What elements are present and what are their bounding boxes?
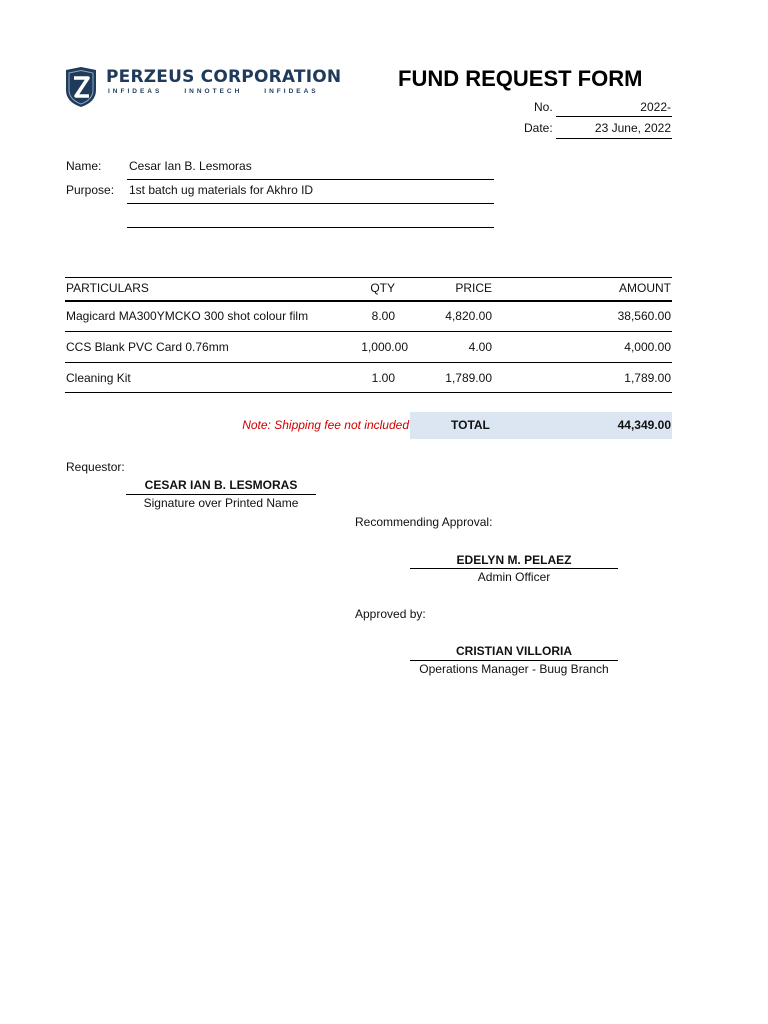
purpose-value: 1st batch ug materials for Akhro ID [129,183,314,197]
number-value: 2022- [640,100,671,114]
row-particulars: CCS Blank PVC Card 0.76mm [66,340,229,354]
requestor-label: Requestor: [66,460,125,474]
recommending-title: Admin Officer [477,570,551,584]
company-logo-icon [64,66,98,108]
purpose-label: Purpose: [66,183,115,197]
approved-name: CRISTIAN VILLORIA [456,644,572,658]
date-value: 23 June, 2022 [594,121,671,135]
recommending-name: EDELYN M. PELAEZ [456,553,572,567]
purpose-underline-2 [127,227,494,228]
row-qty: 1,000.00 [361,340,408,354]
row-border [65,331,672,332]
requestor-signature-line [126,494,316,495]
approved-label: Approved by: [355,607,426,621]
row-amount: 4,000.00 [624,340,671,354]
date-label: Date: [524,121,553,135]
form-title: FUND REQUEST FORM [398,66,643,91]
tagline-item: INFIDEAS [108,88,163,95]
date-underline [556,138,672,139]
header-price: PRICE [455,281,492,295]
requestor-caption: Signature over Printed Name [143,496,299,510]
purpose-underline [127,203,494,204]
name-label: Name: [66,159,102,173]
shipping-note: Note: Shipping fee not included [242,418,409,432]
row-amount: 1,789.00 [624,371,671,385]
row-price: 4.00 [468,340,492,354]
header-qty: QTY [370,281,395,295]
company-name: PERZEUS CORPORATION [106,67,342,87]
row-particulars: Magicard MA300YMCKO 300 shot colour film [66,309,309,323]
row-qty: 8.00 [371,309,395,323]
number-underline [556,116,672,117]
total-value: 44,349.00 [617,418,671,432]
row-qty: 1.00 [371,371,395,385]
header-amount: AMOUNT [619,281,671,295]
recommending-signature-line [410,568,618,569]
table-top-border [65,277,672,278]
total-label: TOTAL [451,418,490,432]
row-particulars: Cleaning Kit [66,371,131,385]
approved-title: Operations Manager - Buug Branch [419,662,609,676]
tagline-item: INFIDEAS [264,88,319,95]
row-amount: 38,560.00 [617,309,671,323]
table-bottom-border [65,392,672,393]
row-border [65,362,672,363]
requestor-name: CESAR IAN B. LESMORAS [144,478,298,492]
name-value: Cesar Ian B. Lesmoras [129,159,252,173]
recommending-label: Recommending Approval: [355,515,493,529]
table-header-border [65,300,672,302]
name-underline [127,179,494,180]
row-price: 4,820.00 [445,309,492,323]
row-price: 1,789.00 [445,371,492,385]
header-particulars: PARTICULARS [66,281,149,295]
tagline-item: INNOTECH [184,88,243,95]
company-tagline [108,88,341,95]
approved-signature-line [410,660,618,661]
number-label: No. [534,100,553,114]
